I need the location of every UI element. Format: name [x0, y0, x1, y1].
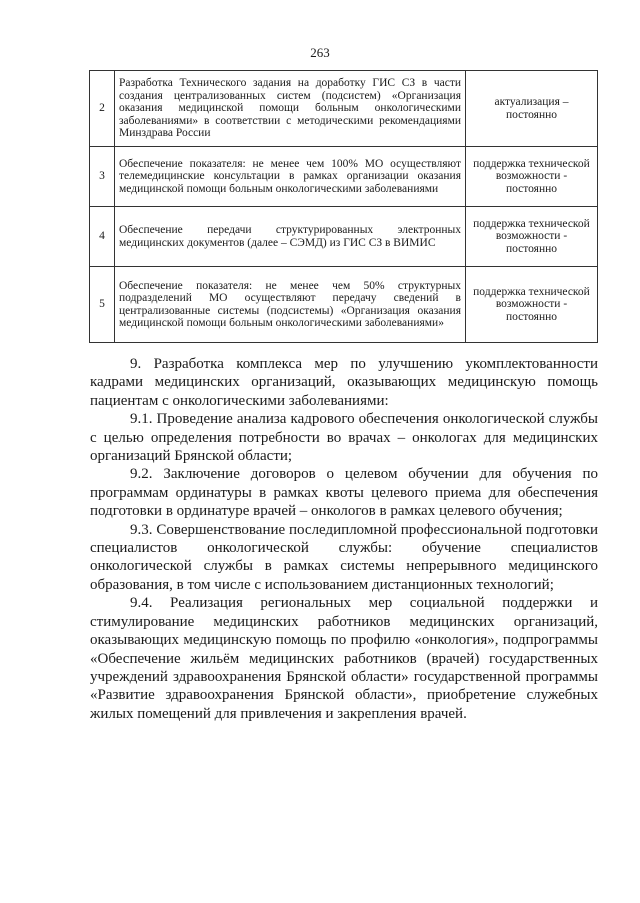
row-task: Обеспечение показателя: не менее чем 50% структурных подразделений МО осуществляют передачу сведений в централизованные системы (подсистемы) «Организация оказания медицинской помощи больным онкологическими заболеваниями»	[115, 267, 466, 343]
paragraph: 9.3. Совершенствование последипломной профессиональной подготовки специалистов онкологической службы: обучение специалистов онкологической службы в рамках системы непрерывного медицинского образования, в том числе с использованием дистанционных технологий;	[90, 521, 598, 593]
table-row	[90, 207, 598, 267]
table-row	[90, 71, 598, 147]
table-row	[90, 147, 598, 207]
table-row	[90, 267, 598, 343]
body-text	[90, 355, 598, 723]
row-term: поддержка технической возможности - постоянно	[466, 147, 598, 207]
measures-table	[89, 70, 598, 343]
paragraph: 9.4. Реализация региональных мер социальной поддержки и стимулирование медицинских работников медицинских организаций, оказывающих медицинскую помощь по профилю «онкология», подпрограммы «Обеспечение жильём медицинских работников (врачей) государственных учреждений здравоохранения Брянской области» государственной программы «Развитие здравоохранения Брянской области», приобретение служебных жилых помещений для привлечения и закрепления врачей.	[90, 595, 598, 722]
page-number: 263	[310, 45, 330, 60]
row-term: поддержка технической возможности - постоянно	[466, 267, 598, 343]
row-term: актуализация – постоянно	[466, 71, 598, 147]
paragraph: 9.2. Заключение договоров о целевом обучении для обучения по программам ординатуры в рамках квоты целевого приема для обеспечения подготовки в ординатуре врачей – онкологов в рамках целевого обучения;	[90, 466, 598, 520]
row-task: Обеспечение передачи структурированных электронных медицинских документов (далее – СЭМД) из ГИС СЗ в ВИМИС	[115, 207, 466, 267]
row-task: Разработка Технического задания на доработку ГИС СЗ в части создания централизованных систем (подсистем) «Организация оказания медицинской помощи больным онкологическими заболеваниями» в соответствии с методическими рекомендациями Минздрава России	[115, 71, 466, 147]
row-number: 4	[90, 207, 115, 267]
row-term: поддержка технической возможности - постоянно	[466, 207, 598, 267]
paragraph: 9. Разработка комплекса мер по улучшению укомплектованности кадрами медицинских организаций, оказывающих медицинскую помощь пациентам с онкологическими заболеваниями:	[90, 356, 598, 409]
row-number: 2	[90, 71, 115, 147]
paragraph: 9.1. Проведение анализа кадрового обеспечения онкологической службы с целью определения потребности во врачах – онкологах для медицинских организаций Брянской области;	[90, 411, 598, 465]
row-number: 3	[90, 147, 115, 207]
row-number: 5	[90, 267, 115, 343]
row-task: Обеспечение показателя: не менее чем 100% МО осуществляют телемедицинские консультации в рамках организации оказания медицинской помощи больным онкологическими заболеваниями	[115, 147, 466, 207]
